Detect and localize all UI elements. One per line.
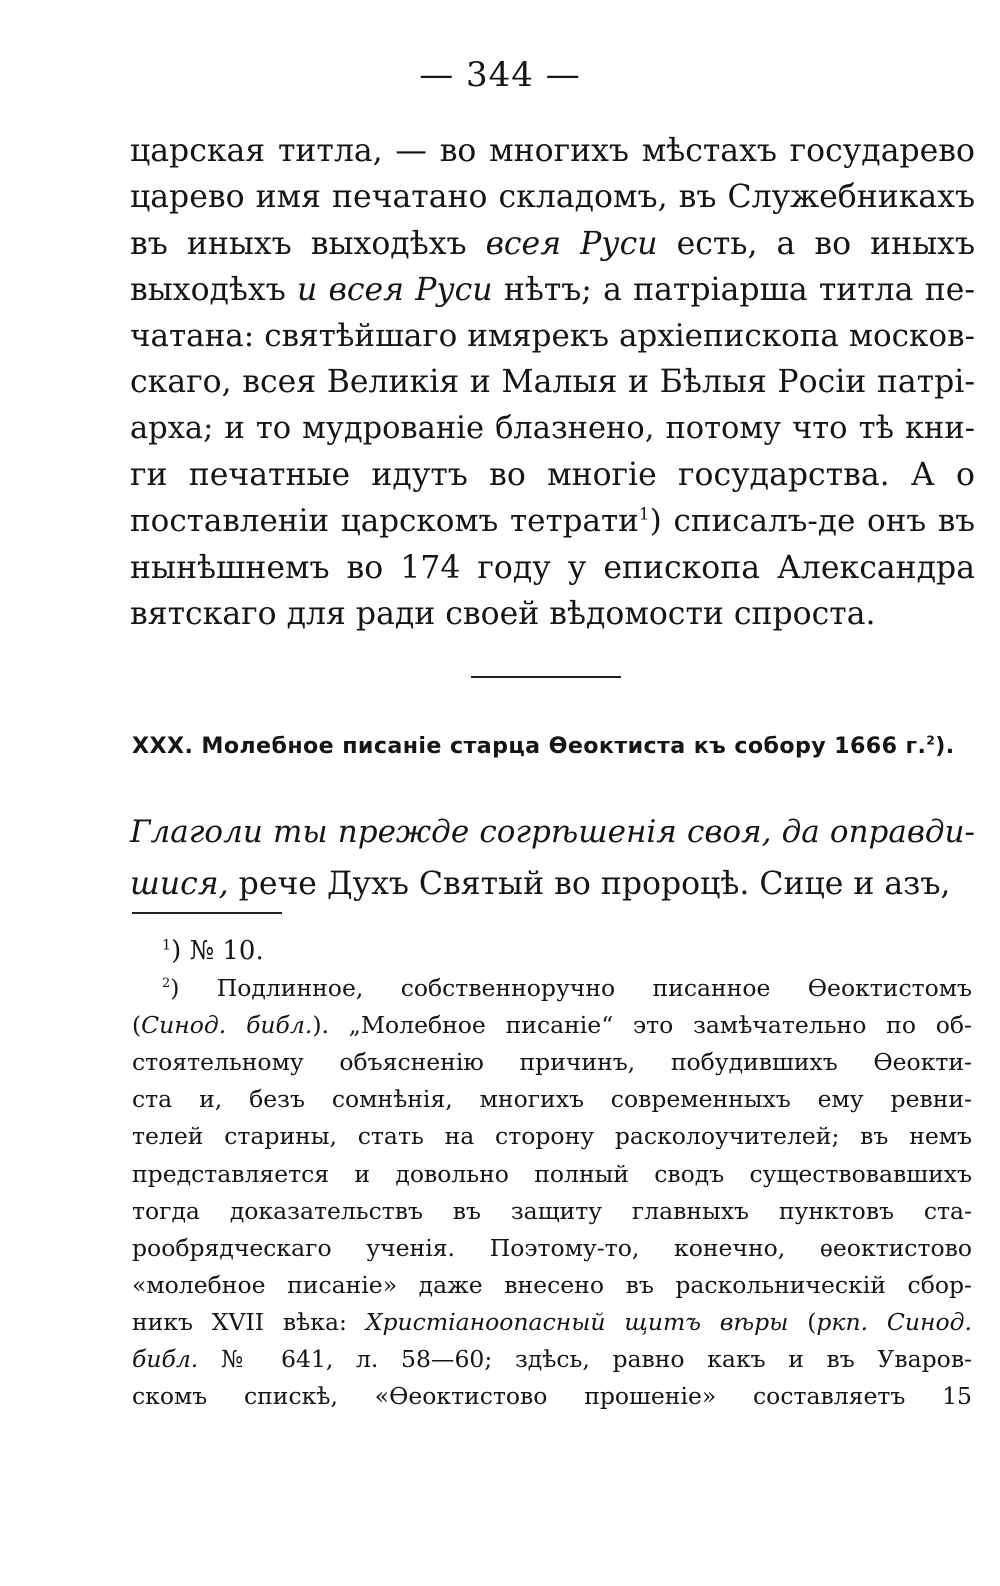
italic-phrase: и всея Руси [296, 271, 493, 308]
italic-phrase: всея Руси [485, 225, 658, 262]
text-line: шися, рече Духъ Святый во пророцѣ. Сице и азъ, [130, 866, 951, 902]
text-line: выходѣхъ и всея Руси нѣтъ; а патріарша титла пе- [130, 271, 975, 308]
text-line: Глаголи ты прежде согрѣшенія своя, да оправди- [130, 814, 975, 850]
footnote-line: «молебное писаніе» даже внесено въ раскольническій сбор- [132, 1270, 972, 1299]
section-divider [471, 676, 621, 678]
footnote-ref: 1 [638, 505, 650, 526]
footnote-ref: 2 [926, 733, 936, 748]
text-line: поставленіи царскомъ тетрати$^1$) списалъ-де онъ въ [130, 503, 975, 540]
footnote-line: представляется и довольно полный сводъ существовавшихъ [132, 1159, 972, 1188]
italic-phrase: шися, [130, 866, 229, 902]
footnote-line: рообрядческаго ученія. Поэтому-то, конечно, ѳеоктистово [132, 1233, 972, 1262]
footnote-line: стоятельному объясненію причинъ, побудившихъ Ѳеокти- [132, 1048, 972, 1077]
footnote-line: скомъ спискѣ, «Ѳеоктистово прошеніе» составляетъ 15 [132, 1382, 972, 1411]
footnote-line: никъ XVII вѣка: Христіаноопасный щитъ вѣры (ркп. Синод. [132, 1307, 972, 1336]
footnote-2: $^2$) Подлинное, собственноручно писанное Ѳеоктистомъ [162, 974, 972, 1003]
footnote-line: тогда доказательствъ въ защиту главныхъ пунктовъ ста- [132, 1196, 972, 1225]
text-line: вятскаго для ради своей вѣдомости спроста. [130, 595, 876, 632]
footnote-divider [132, 912, 282, 914]
footnote-mark: 1 [162, 937, 172, 954]
footnotes [132, 933, 972, 1415]
section-opening [130, 806, 975, 910]
footnote-1: $^1$) № 10. [162, 936, 264, 966]
section-heading: XXX. Молебное писаніе старца Ѳеоктиста къ собору 1666 г.$^2$). [132, 733, 955, 759]
main-text [130, 128, 975, 637]
text-line: арха; и то мудрованіе блазнено, потому что тѣ кни- [130, 410, 975, 446]
text-line: въ иныхъ выходѣхъ всея Руси есть, а во иныхъ [130, 225, 975, 262]
text-line: скаго, всея Великія и Малыя и Бѣлыя Росіи патрі- [130, 364, 975, 401]
text-line: царская титла, — во многихъ мѣстахъ государево [130, 133, 975, 169]
footnote-line: (Синод. библ.). „Молебное писаніе“ это замѣчательно по об- [132, 1011, 972, 1040]
text-line: чатана: святѣйшаго имярекъ архіепископа москов- [130, 318, 975, 355]
text-line: ги печатные идутъ во многіе государства. А о [130, 457, 975, 494]
footnote-line: ста и, безъ сомнѣнія, многихъ современныхъ ему ревни- [132, 1085, 972, 1114]
page-number: — 344 — [419, 55, 581, 95]
footnote-mark: 2 [162, 976, 171, 992]
text-line: нынѣшнемъ во 174 году у епископа Александра [130, 549, 975, 586]
footnote-line: телей старины, стать на сторону расколоучителей; въ немъ [132, 1122, 972, 1151]
footnote-line: библ. № 641, л. 58—60; здѣсь, равно какъ и въ Уваров- [132, 1345, 972, 1374]
text-line: царево имя печатано складомъ, въ Служебникахъ [130, 179, 975, 216]
